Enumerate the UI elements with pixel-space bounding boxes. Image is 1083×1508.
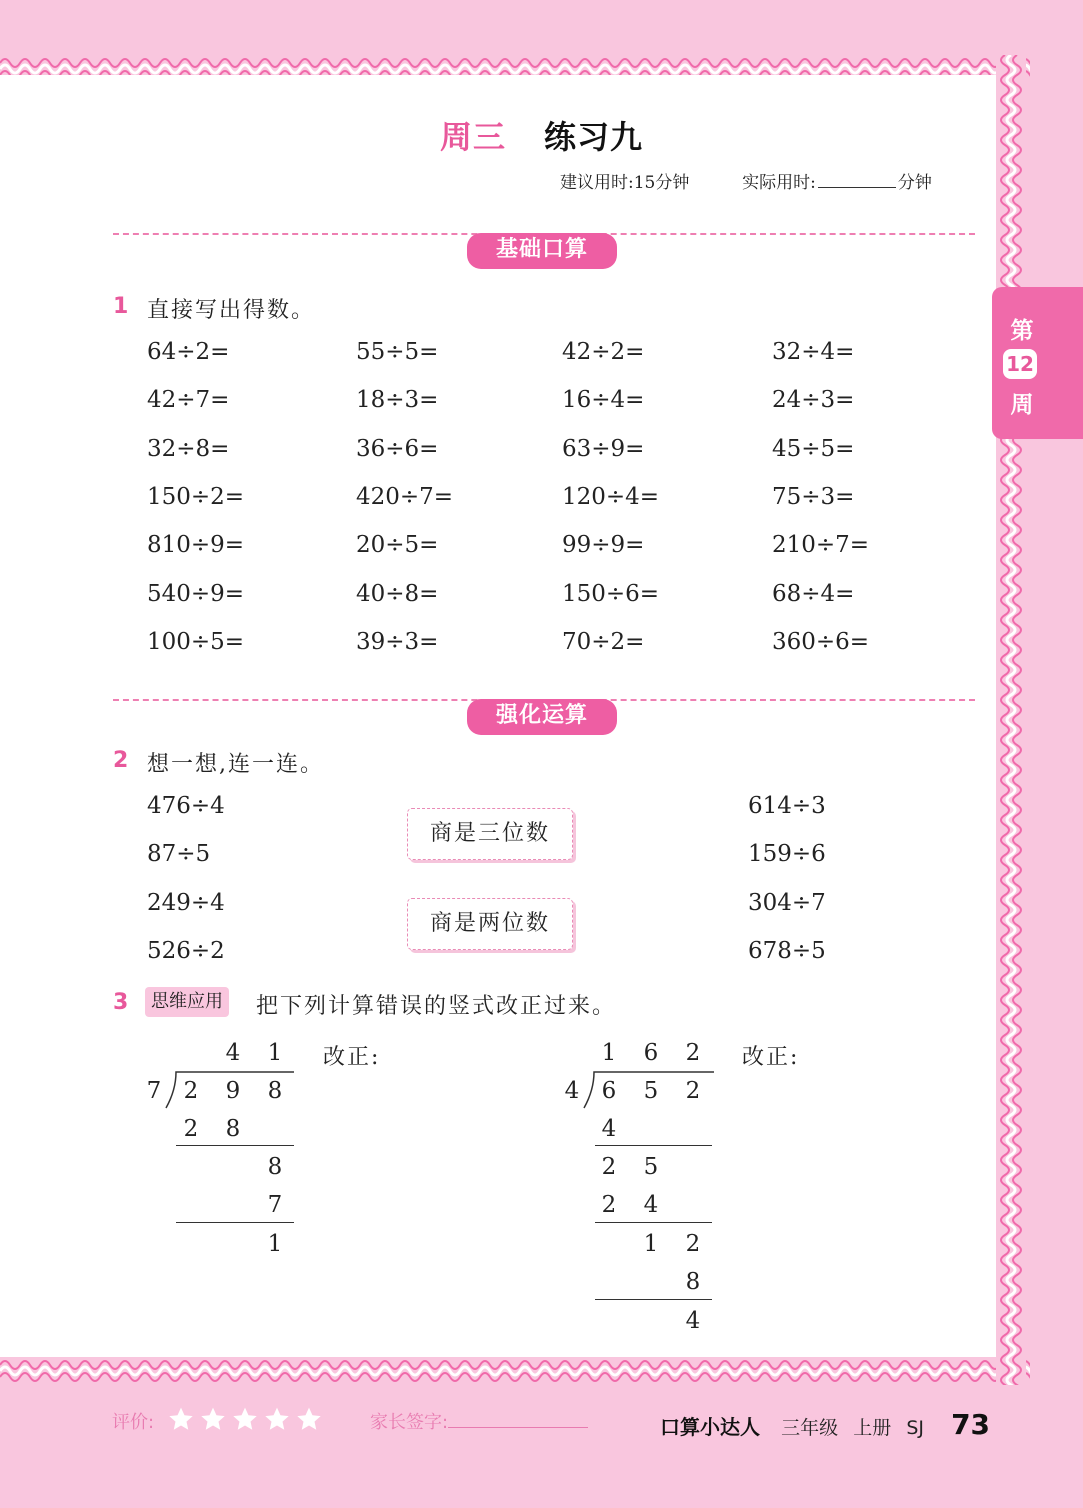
book-edition: SJ	[906, 1417, 924, 1439]
drill-item: 63÷9=	[562, 435, 645, 462]
drill-item: 70÷2=	[562, 628, 645, 655]
divisor: 7	[146, 1078, 162, 1104]
step-digit: 5	[643, 1154, 659, 1180]
right-expression[interactable]: 678÷5	[748, 938, 826, 964]
category-box-three-digit[interactable]: 商是三位数	[407, 808, 573, 860]
title-day: 周三	[439, 118, 506, 156]
dividend-digit: 2	[183, 1078, 199, 1104]
question-text: 把下列计算错误的竖式改正过来。	[256, 994, 617, 1019]
drill-item: 150÷6=	[562, 580, 660, 607]
remainder-digit: 1	[267, 1231, 283, 1257]
drill-item: 55÷5=	[356, 339, 439, 365]
bottom-border-wave	[0, 1357, 1030, 1385]
step-digit: 4	[643, 1192, 659, 1218]
actual-time-blank[interactable]	[818, 173, 896, 188]
step-digit: 2	[601, 1192, 617, 1218]
subtraction-line	[595, 1222, 712, 1223]
rating-label: 评价:	[112, 1412, 155, 1433]
drill-item: 16÷4=	[562, 387, 645, 414]
question-number: 1	[113, 294, 129, 319]
left-expression[interactable]: 476÷4	[147, 793, 225, 819]
week-tab-pre: 第	[1010, 318, 1034, 344]
step-digit: 2	[183, 1116, 199, 1142]
long-division-a	[140, 1036, 310, 1266]
star-icon[interactable]	[296, 1406, 322, 1432]
right-expression[interactable]: 304÷7	[748, 890, 826, 916]
drill-item: 150÷2=	[147, 483, 245, 510]
step-digit: 2	[685, 1231, 701, 1257]
signature-label: 家长签字:	[370, 1412, 449, 1433]
question-number: 2	[113, 748, 129, 773]
dividend-digit: 9	[225, 1078, 241, 1104]
week-tab	[992, 287, 1083, 439]
star-icon[interactable]	[264, 1406, 290, 1432]
drill-item: 36÷6=	[356, 435, 439, 462]
left-expression[interactable]: 87÷5	[147, 841, 211, 867]
suggested-time: 建议用时:15分钟	[560, 173, 690, 193]
drill-item: 100÷5=	[147, 628, 245, 655]
title-name: 练习九	[544, 118, 644, 156]
quotient-digit: 6	[643, 1040, 659, 1066]
quotient-digit: 2	[685, 1040, 701, 1066]
drill-item: 68÷4=	[772, 580, 855, 607]
signature-blank[interactable]	[448, 1411, 588, 1428]
drill-item: 210÷7=	[772, 532, 870, 559]
section-tab-advanced: 强化运算	[467, 699, 617, 735]
thinking-application-tag: 思维应用	[145, 987, 229, 1017]
book-volume: 上册	[853, 1417, 892, 1439]
remainder-digit: 4	[685, 1308, 701, 1334]
left-expression[interactable]: 526÷2	[147, 938, 225, 964]
subtraction-line	[595, 1145, 712, 1146]
star-icon[interactable]	[200, 1406, 226, 1432]
drill-item: 39÷3=	[356, 628, 439, 655]
star-icon[interactable]	[232, 1406, 258, 1432]
step-digit: 4	[601, 1116, 617, 1142]
question-number: 3	[113, 990, 129, 1015]
step-digit: 8	[685, 1269, 701, 1295]
drill-item: 45÷5=	[772, 435, 855, 462]
right-expression[interactable]: 159÷6	[748, 841, 826, 867]
correction-label: 改正:	[323, 1045, 381, 1070]
section-tab-basic: 基础口算	[467, 233, 617, 269]
step-digit: 7	[267, 1192, 283, 1218]
subtraction-line	[176, 1145, 294, 1146]
subtraction-line	[595, 1299, 712, 1300]
dividend-digit: 2	[685, 1078, 701, 1104]
drill-item: 32÷8=	[147, 435, 230, 462]
week-number-badge: 12	[1003, 349, 1037, 379]
drill-item: 120÷4=	[562, 483, 660, 510]
step-digit: 1	[643, 1231, 659, 1257]
divisor: 4	[564, 1078, 580, 1104]
correction-label: 改正:	[742, 1045, 800, 1070]
book-grade: 三年级	[781, 1417, 839, 1439]
actual-time-label: 实际用时:	[742, 173, 816, 193]
question-text: 想一想,连一连。	[147, 752, 324, 777]
step-digit: 8	[267, 1154, 283, 1180]
drill-item: 99÷9=	[562, 532, 645, 559]
dividend-digit: 6	[601, 1078, 617, 1104]
drill-item: 64÷2=	[147, 339, 230, 365]
parent-signature	[370, 1408, 588, 1434]
step-digit: 2	[601, 1154, 617, 1180]
quotient-digit: 1	[267, 1040, 283, 1066]
drill-item: 32÷4=	[772, 339, 855, 365]
question-text: 直接写出得数。	[147, 298, 316, 323]
drill-item: 540÷9=	[147, 580, 245, 607]
right-border-wave	[996, 55, 1026, 1385]
week-tab-post: 周	[1010, 392, 1034, 418]
drill-item: 42÷2=	[562, 339, 645, 365]
drill-item: 810÷9=	[147, 532, 245, 559]
category-box-two-digit[interactable]: 商是两位数	[407, 898, 573, 950]
drill-item: 18÷3=	[356, 387, 439, 414]
page-title	[0, 112, 1083, 158]
left-expression[interactable]: 249÷4	[147, 890, 225, 916]
actual-time-unit: 分钟	[897, 173, 932, 193]
drill-item: 42÷7=	[147, 387, 230, 414]
quotient-digit: 4	[225, 1040, 241, 1066]
subtraction-line	[176, 1222, 294, 1223]
page-number: 73	[951, 1408, 991, 1441]
book-info	[660, 1408, 990, 1441]
book-title: 口算小达人	[660, 1415, 760, 1439]
drill-item: 20÷5=	[356, 532, 439, 559]
long-division-b	[560, 1036, 730, 1346]
rating-stars[interactable]	[168, 1406, 322, 1432]
dividend-digit: 5	[643, 1078, 659, 1104]
dividend-digit: 8	[267, 1078, 283, 1104]
drill-item: 360÷6=	[772, 628, 870, 655]
right-expression[interactable]: 614÷3	[748, 793, 826, 819]
drill-item: 40÷8=	[356, 580, 439, 607]
step-digit: 8	[225, 1116, 241, 1142]
drill-item: 420÷7=	[356, 483, 454, 510]
drill-item: 24÷3=	[772, 387, 855, 414]
timing-info	[560, 168, 932, 193]
drill-item: 75÷3=	[772, 483, 855, 510]
quotient-digit: 1	[601, 1040, 617, 1066]
star-icon[interactable]	[168, 1406, 194, 1432]
